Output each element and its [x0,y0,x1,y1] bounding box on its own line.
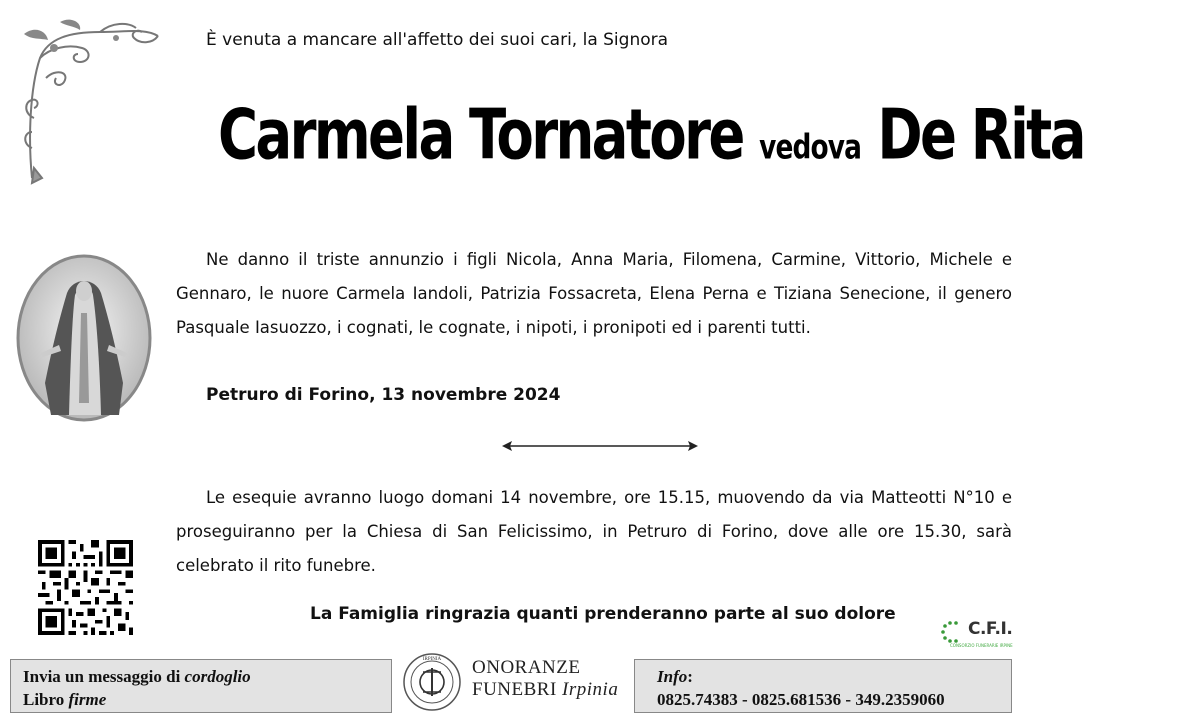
deceased-married-name: De Rita [877,93,1084,176]
announcement-paragraph: Ne danno il triste annunzio i figli Nicola, Anna Maria, Filomena, Carmine, Vittorio, Michele e Gennaro, le nuore Carmela Iandoli, Patrizia Fossacreta, Elena Perna e Tiziana Senecione, il genero Pasquale Iasuozzo, i cognati, le cognate, i nipoti, i pronipoti ed i parenti tutti. [176,250,1012,337]
logo-line2 [472,679,618,701]
guestbook-em: firme [68,690,107,709]
logo-line2-prefix: FUNEBRI [472,679,557,700]
logo-line2-em: Irpinia [562,679,619,700]
deceased-connector: vedova [759,128,862,168]
madonna-portrait-icon [15,253,153,423]
deceased-first-name: Carmela Tornatore [218,93,743,176]
double-arrow-icon [500,437,700,455]
ofi-logo-icon [402,652,462,712]
deceased-name [218,93,1084,194]
place-date: Petruro di Forino, 13 novembre 2024 [206,385,561,405]
logo-wordmark [472,657,618,701]
thanks-text: La Famiglia ringrazia quanti prenderanno parte al suo dolore [310,604,896,624]
cfi-subtitle: CONSORZIO FUNERARIE IRPINE [950,643,1013,648]
funeral-paragraph: Le esequie avranno luogo domani 14 novembre, ore 15.15, muovendo da via Matteotti N°10 e proseguiranno per la Chiesa di San Felicissimo, in Petruro di Forino, dove alle ore 15.30, sarà celebrato il rito funebre. [176,488,1012,575]
intro-text: È venuta a mancare all'affetto dei suoi cari, la Signora [206,30,669,50]
info-box [634,659,1012,713]
guestbook-prefix: Libro [23,690,65,709]
qr-code-icon[interactable] [38,540,133,635]
info-heading [657,665,989,688]
logo-line1: ONORANZE [472,657,581,678]
deceased-name-display [218,94,1084,176]
info-colon: : [687,667,693,686]
cfi-label: C.F.I. [968,619,1013,639]
info-label: Info [657,667,688,686]
condolence-em: cordoglio [184,667,251,686]
guestbook-link[interactable] [23,688,379,711]
condolence-link[interactable] [23,665,379,688]
logo-ring-text: IRPINIA [422,657,442,662]
info-phones[interactable]: 0825.74383 - 0825.681536 - 349.2359060 [657,690,945,709]
condolence-box[interactable] [10,659,392,713]
condolence-prefix: Invia un messaggio di [23,667,181,686]
corner-ornament-icon [20,18,165,186]
